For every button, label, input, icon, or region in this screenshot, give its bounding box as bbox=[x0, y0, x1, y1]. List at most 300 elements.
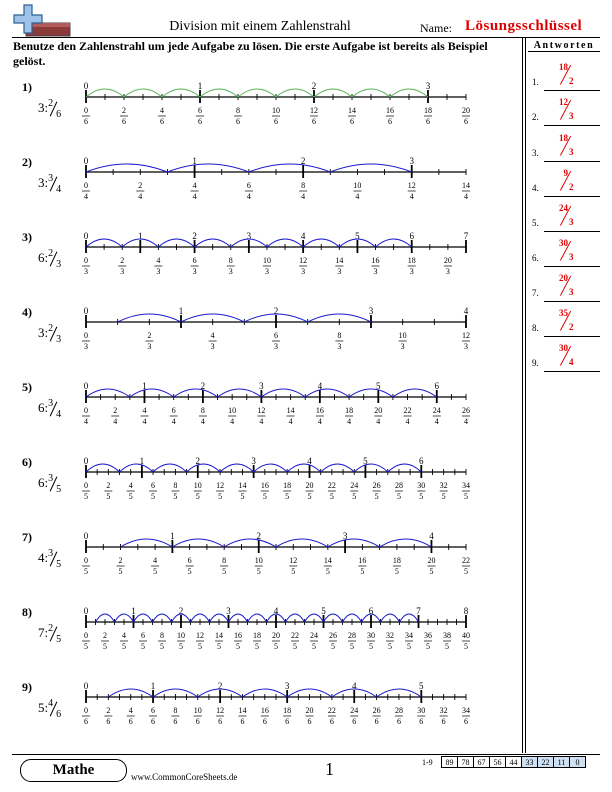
svg-text:30: 30 bbox=[417, 481, 426, 490]
fraction-tick-label bbox=[104, 481, 112, 501]
svg-text:0: 0 bbox=[84, 706, 88, 715]
fraction-tick-label bbox=[348, 106, 356, 126]
svg-text:6: 6 bbox=[274, 331, 278, 340]
hop-arc bbox=[328, 539, 380, 547]
answer-denominator: 3 bbox=[569, 217, 574, 227]
svg-text:6: 6 bbox=[187, 556, 192, 565]
answer-item bbox=[532, 343, 600, 373]
score-cell: 89 bbox=[442, 757, 458, 768]
answer-line bbox=[544, 336, 600, 337]
svg-text:4: 4 bbox=[230, 417, 235, 426]
svg-text:6: 6 bbox=[396, 717, 401, 726]
svg-text:4: 4 bbox=[409, 192, 414, 201]
whole-number-label: 2 bbox=[256, 531, 261, 541]
answer-item bbox=[532, 203, 600, 233]
answer-fraction bbox=[556, 273, 588, 301]
whole-number-label: 4 bbox=[307, 456, 312, 466]
svg-text:8: 8 bbox=[173, 481, 178, 490]
hop-arc bbox=[349, 389, 393, 397]
svg-text:34: 34 bbox=[462, 481, 470, 490]
svg-text:6: 6 bbox=[374, 717, 379, 726]
whole-number-label: 4 bbox=[317, 381, 323, 391]
fraction-tick-label bbox=[139, 631, 147, 651]
hop-arc bbox=[388, 464, 422, 472]
svg-text:6: 6 bbox=[464, 717, 468, 726]
fraction-tick-label bbox=[216, 706, 224, 726]
answer-numerator: 30 bbox=[559, 343, 568, 353]
divisor-denominator: 5 bbox=[56, 559, 62, 570]
fraction-tick-label bbox=[395, 481, 403, 501]
fraction-slash-icon bbox=[53, 251, 54, 267]
fraction-tick-label bbox=[220, 556, 228, 576]
answers-panel-divider bbox=[522, 37, 523, 753]
svg-text:5: 5 bbox=[352, 492, 357, 501]
svg-text:4: 4 bbox=[192, 181, 197, 190]
whole-number-label: 1 bbox=[150, 681, 156, 691]
svg-text:5: 5 bbox=[198, 642, 202, 651]
svg-text:6: 6 bbox=[236, 117, 240, 126]
svg-text:4: 4 bbox=[376, 417, 381, 426]
fraction-tick-label bbox=[372, 256, 380, 276]
whole-number-label: 1 bbox=[138, 231, 143, 241]
problem-8 bbox=[0, 605, 520, 675]
svg-text:6: 6 bbox=[151, 706, 156, 715]
score-cell: 22 bbox=[538, 757, 554, 768]
hop-arc bbox=[86, 164, 167, 172]
svg-text:14: 14 bbox=[286, 406, 295, 415]
svg-text:6: 6 bbox=[106, 717, 111, 726]
svg-text:12: 12 bbox=[216, 706, 225, 715]
fraction-tick-label bbox=[462, 631, 470, 651]
score-cell: 67 bbox=[474, 757, 490, 768]
svg-text:10: 10 bbox=[262, 256, 271, 265]
svg-text:2: 2 bbox=[147, 331, 152, 340]
svg-text:28: 28 bbox=[348, 631, 356, 640]
hop-arc bbox=[167, 164, 248, 172]
answer-numerator: 9 bbox=[563, 168, 568, 178]
whole-number-label: 5 bbox=[419, 681, 424, 691]
svg-text:8: 8 bbox=[222, 556, 227, 565]
divisor-denominator: 6 bbox=[56, 109, 62, 120]
fraction-tick-label bbox=[289, 556, 297, 576]
svg-text:6: 6 bbox=[160, 117, 164, 126]
hop-arc bbox=[305, 389, 349, 397]
answer-denominator: 2 bbox=[569, 322, 574, 332]
fraction-tick-label bbox=[216, 481, 224, 501]
svg-text:0: 0 bbox=[84, 181, 88, 190]
fraction-tick-label bbox=[444, 256, 452, 276]
hop-arc bbox=[121, 539, 173, 547]
hop-arc bbox=[224, 539, 276, 547]
fraction-slash-icon bbox=[53, 101, 54, 117]
svg-text:20: 20 bbox=[427, 556, 436, 565]
svg-text:18: 18 bbox=[283, 706, 292, 715]
fraction-tick-label bbox=[209, 331, 217, 351]
fraction-tick-label bbox=[424, 106, 432, 126]
number-line bbox=[0, 230, 520, 300]
fraction-tick-label bbox=[272, 631, 280, 651]
whole-number-label: 5 bbox=[355, 231, 360, 241]
whole-number-label: 2 bbox=[217, 681, 223, 691]
fraction-tick-label bbox=[234, 106, 242, 126]
svg-text:3: 3 bbox=[264, 267, 269, 276]
fraction-tick-label bbox=[145, 331, 153, 351]
svg-text:26: 26 bbox=[372, 706, 381, 715]
svg-text:20: 20 bbox=[272, 631, 280, 640]
fraction-tick-label bbox=[408, 256, 416, 276]
svg-text:10: 10 bbox=[193, 706, 202, 715]
problem-number: 4) bbox=[22, 305, 32, 319]
answer-item bbox=[532, 238, 600, 268]
fraction-tick-label bbox=[299, 181, 307, 201]
svg-text:24: 24 bbox=[350, 706, 359, 715]
fraction-tick-label bbox=[104, 706, 112, 726]
problem-expression: 7:$^2_5$ bbox=[38, 623, 62, 645]
fraction-tick-label bbox=[291, 631, 299, 651]
answer-item bbox=[532, 168, 600, 198]
fraction-tick-label bbox=[255, 556, 263, 576]
answer-item bbox=[532, 62, 600, 92]
svg-text:3: 3 bbox=[84, 267, 88, 276]
fraction-tick-label bbox=[417, 481, 425, 501]
whole-number-label: 2 bbox=[273, 306, 279, 316]
svg-text:8: 8 bbox=[160, 631, 164, 640]
svg-text:3: 3 bbox=[400, 342, 405, 351]
svg-text:5: 5 bbox=[407, 642, 411, 651]
fraction-tick-label bbox=[127, 481, 135, 501]
answer-line bbox=[544, 161, 600, 162]
svg-text:5: 5 bbox=[388, 642, 392, 651]
problem-5 bbox=[0, 380, 520, 450]
svg-text:4: 4 bbox=[84, 417, 88, 426]
site-url[interactable]: www.CommonCoreSheets.de bbox=[131, 772, 238, 782]
svg-text:6: 6 bbox=[352, 717, 357, 726]
answer-fraction bbox=[556, 203, 588, 231]
whole-number-label: 1 bbox=[178, 306, 184, 316]
fraction-tick-label bbox=[373, 481, 381, 501]
header-divider bbox=[12, 37, 600, 38]
svg-text:5: 5 bbox=[262, 492, 267, 501]
svg-text:5: 5 bbox=[153, 567, 158, 576]
divisor-denominator: 5 bbox=[56, 634, 62, 645]
answer-item bbox=[532, 97, 600, 127]
answer-item bbox=[532, 273, 600, 303]
answer-denominator: 3 bbox=[569, 252, 574, 262]
whole-number-label: 5 bbox=[376, 381, 381, 391]
svg-text:4: 4 bbox=[192, 192, 197, 201]
svg-text:22: 22 bbox=[327, 706, 336, 715]
svg-text:16: 16 bbox=[260, 481, 269, 490]
svg-text:16: 16 bbox=[386, 106, 394, 115]
fraction-tick-label bbox=[158, 631, 166, 651]
svg-text:10: 10 bbox=[398, 331, 407, 340]
fraction-tick-label bbox=[120, 106, 128, 126]
fraction-tick-label bbox=[158, 106, 166, 126]
answer-numerator: 18 bbox=[559, 133, 568, 143]
svg-text:18: 18 bbox=[253, 631, 261, 640]
svg-text:16: 16 bbox=[315, 406, 324, 415]
svg-text:38: 38 bbox=[443, 631, 451, 640]
svg-text:5: 5 bbox=[160, 642, 164, 651]
svg-text:6: 6 bbox=[198, 106, 202, 115]
hop-arc bbox=[174, 389, 218, 397]
fraction-tick-label bbox=[101, 631, 109, 651]
answer-fraction bbox=[556, 308, 588, 336]
fraction-tick-label bbox=[324, 556, 332, 576]
svg-text:34: 34 bbox=[405, 631, 413, 640]
answer-denominator: 4 bbox=[569, 357, 574, 367]
score-cell: 33 bbox=[522, 757, 538, 768]
svg-text:0: 0 bbox=[84, 631, 88, 640]
svg-text:8: 8 bbox=[301, 181, 306, 190]
svg-text:14: 14 bbox=[238, 706, 247, 715]
svg-text:6: 6 bbox=[388, 117, 392, 126]
svg-text:18: 18 bbox=[392, 556, 401, 565]
svg-text:3: 3 bbox=[337, 342, 342, 351]
svg-text:30: 30 bbox=[367, 631, 375, 640]
fraction-tick-label bbox=[228, 406, 236, 426]
problem-expression: 6:$^3_5$ bbox=[38, 473, 62, 495]
dividend: 4 bbox=[38, 550, 45, 565]
fraction-tick-label bbox=[462, 406, 470, 426]
answer-number: 3. bbox=[532, 148, 539, 158]
answer-denominator: 2 bbox=[569, 182, 574, 192]
hop-arc bbox=[287, 464, 321, 472]
score-table bbox=[441, 756, 586, 768]
svg-text:6: 6 bbox=[195, 717, 200, 726]
whole-number-label: 2 bbox=[178, 606, 184, 616]
hop-arc bbox=[321, 464, 355, 472]
svg-text:12: 12 bbox=[462, 331, 470, 340]
answer-number: 6. bbox=[532, 253, 539, 263]
fraction-tick-label bbox=[118, 256, 126, 276]
svg-text:4: 4 bbox=[113, 417, 118, 426]
svg-text:20: 20 bbox=[462, 106, 470, 115]
svg-text:5: 5 bbox=[84, 642, 88, 651]
svg-text:5: 5 bbox=[255, 642, 259, 651]
fraction-tick-label bbox=[328, 481, 336, 501]
svg-text:5: 5 bbox=[396, 492, 401, 501]
svg-text:5: 5 bbox=[429, 567, 434, 576]
problem-7 bbox=[0, 530, 520, 600]
answer-item bbox=[532, 308, 600, 338]
svg-text:6: 6 bbox=[350, 117, 354, 126]
whole-number-label: 6 bbox=[434, 381, 440, 391]
number-line bbox=[0, 680, 520, 750]
fraction-tick-label bbox=[316, 406, 324, 426]
svg-text:22: 22 bbox=[403, 406, 412, 415]
svg-text:4: 4 bbox=[160, 106, 164, 115]
answer-fraction bbox=[556, 343, 588, 371]
whole-number-label: 1 bbox=[170, 531, 175, 541]
fraction-tick-label bbox=[82, 106, 90, 126]
problem-number: 6) bbox=[22, 455, 32, 469]
footer-divider bbox=[12, 754, 600, 755]
svg-text:30: 30 bbox=[417, 706, 426, 715]
fraction-tick-label bbox=[306, 481, 314, 501]
svg-text:3: 3 bbox=[301, 267, 306, 276]
svg-text:4: 4 bbox=[128, 706, 133, 715]
fraction-slash-icon bbox=[53, 326, 54, 342]
svg-text:22: 22 bbox=[462, 556, 470, 565]
svg-text:2: 2 bbox=[113, 406, 118, 415]
svg-text:0: 0 bbox=[84, 106, 88, 115]
svg-text:4: 4 bbox=[288, 417, 293, 426]
fraction-tick-label bbox=[253, 631, 261, 651]
svg-text:5: 5 bbox=[179, 642, 183, 651]
fraction-tick-label bbox=[140, 406, 148, 426]
hop-arc bbox=[254, 464, 288, 472]
whole-number-label: 4 bbox=[300, 231, 306, 241]
hop-arc bbox=[249, 164, 330, 172]
score-cell: 78 bbox=[458, 757, 474, 768]
svg-text:3: 3 bbox=[409, 267, 414, 276]
answer-denominator: 2 bbox=[569, 76, 574, 86]
fraction-tick-label bbox=[433, 406, 441, 426]
answer-numerator: 30 bbox=[559, 238, 568, 248]
answer-number: 1. bbox=[532, 77, 539, 87]
fraction-tick-label bbox=[238, 481, 246, 501]
svg-text:8: 8 bbox=[173, 706, 178, 715]
fraction-tick-label bbox=[404, 406, 412, 426]
hop-arc bbox=[187, 464, 221, 472]
svg-text:6: 6 bbox=[198, 117, 202, 126]
fraction-tick-label bbox=[117, 556, 125, 576]
fraction-tick-label bbox=[149, 481, 157, 501]
svg-text:6: 6 bbox=[441, 717, 446, 726]
svg-text:5: 5 bbox=[426, 642, 430, 651]
divisor-numerator: 3 bbox=[48, 398, 54, 409]
whole-number-label: 3 bbox=[284, 681, 290, 691]
svg-text:6: 6 bbox=[171, 406, 176, 415]
answer-line bbox=[544, 125, 600, 126]
svg-text:5: 5 bbox=[118, 567, 123, 576]
svg-text:10: 10 bbox=[228, 406, 237, 415]
svg-text:3: 3 bbox=[120, 267, 125, 276]
svg-text:22: 22 bbox=[327, 481, 336, 490]
svg-text:12: 12 bbox=[310, 106, 318, 115]
fraction-tick-label bbox=[199, 406, 207, 426]
svg-text:0: 0 bbox=[84, 406, 88, 415]
problem-3 bbox=[0, 230, 520, 300]
hop-arc bbox=[380, 539, 432, 547]
svg-text:12: 12 bbox=[257, 406, 266, 415]
hop-arc bbox=[130, 389, 174, 397]
fraction-tick-label bbox=[367, 631, 375, 651]
svg-text:14: 14 bbox=[335, 256, 344, 265]
svg-text:6: 6 bbox=[307, 717, 312, 726]
svg-text:4: 4 bbox=[200, 417, 205, 426]
whole-number-label: 0 bbox=[83, 231, 89, 241]
fraction-tick-label bbox=[186, 556, 194, 576]
fraction-tick-label bbox=[120, 631, 128, 651]
hop-arc bbox=[153, 464, 187, 472]
fraction-tick-label bbox=[299, 256, 307, 276]
answer-line bbox=[544, 371, 600, 372]
whole-number-label: 3 bbox=[342, 531, 348, 541]
fraction-tick-label bbox=[335, 256, 343, 276]
dividend: 6 bbox=[38, 475, 45, 490]
number-line bbox=[0, 305, 520, 375]
fraction-tick-label bbox=[234, 631, 242, 651]
fraction-slash-icon bbox=[53, 626, 54, 642]
svg-text:2: 2 bbox=[138, 181, 143, 190]
svg-text:14: 14 bbox=[215, 631, 223, 640]
svg-text:4: 4 bbox=[464, 192, 468, 201]
answer-line bbox=[544, 301, 600, 302]
svg-text:4: 4 bbox=[128, 481, 133, 490]
page-title: Division mit einem Zahlenstrahl bbox=[169, 19, 351, 34]
svg-text:3: 3 bbox=[210, 342, 215, 351]
fraction-tick-label bbox=[191, 256, 199, 276]
svg-text:5: 5 bbox=[329, 492, 334, 501]
problem-expression: 3:$^2_3$ bbox=[38, 323, 62, 345]
number-line bbox=[0, 455, 520, 525]
number-line bbox=[0, 80, 520, 150]
svg-text:5: 5 bbox=[195, 492, 200, 501]
dividend: 7 bbox=[38, 625, 45, 640]
whole-number-label: 6 bbox=[368, 606, 374, 616]
fraction-tick-label bbox=[358, 556, 366, 576]
svg-text:16: 16 bbox=[234, 631, 242, 640]
svg-text:4: 4 bbox=[259, 417, 264, 426]
fraction-tick-label bbox=[462, 706, 470, 726]
hop-arc bbox=[172, 539, 224, 547]
svg-text:5: 5 bbox=[464, 567, 468, 576]
problem-expression: 6:$^3_4$ bbox=[38, 398, 62, 420]
problem-expression: 3:$^3_4$ bbox=[38, 173, 62, 195]
answers-panel-divider bbox=[525, 37, 526, 753]
svg-text:5: 5 bbox=[419, 492, 424, 501]
svg-text:6: 6 bbox=[312, 117, 316, 126]
fraction-tick-label bbox=[374, 406, 382, 426]
fraction-tick-label bbox=[335, 331, 343, 351]
divisor-numerator: 4 bbox=[48, 698, 54, 709]
svg-text:5: 5 bbox=[222, 567, 227, 576]
svg-text:5: 5 bbox=[122, 642, 126, 651]
whole-number-label: 0 bbox=[83, 381, 89, 391]
fraction-tick-label bbox=[82, 181, 90, 201]
fraction-slash-icon bbox=[53, 701, 54, 717]
fraction-tick-label bbox=[136, 181, 144, 201]
divisor-numerator: 3 bbox=[48, 548, 54, 559]
svg-text:4: 4 bbox=[355, 192, 360, 201]
svg-text:5: 5 bbox=[217, 642, 221, 651]
svg-text:3: 3 bbox=[192, 267, 197, 276]
svg-text:26: 26 bbox=[372, 481, 381, 490]
svg-text:6: 6 bbox=[84, 117, 88, 126]
dividend: 3 bbox=[38, 175, 45, 190]
fraction-tick-label bbox=[462, 331, 470, 351]
svg-text:12: 12 bbox=[196, 631, 204, 640]
fraction-slash-icon bbox=[53, 176, 54, 192]
hop-arc bbox=[86, 464, 120, 472]
fraction-tick-label bbox=[154, 256, 162, 276]
whole-number-label: 1 bbox=[142, 381, 147, 391]
answer-line bbox=[544, 196, 600, 197]
svg-text:6: 6 bbox=[329, 717, 334, 726]
fraction-tick-label bbox=[462, 481, 470, 501]
svg-text:2: 2 bbox=[103, 631, 107, 640]
hop-arc bbox=[220, 464, 254, 472]
subject-badge: Mathe bbox=[20, 759, 127, 782]
divisor-numerator: 2 bbox=[48, 248, 54, 259]
divisor-numerator: 3 bbox=[48, 173, 54, 184]
whole-number-label: 5 bbox=[321, 606, 326, 616]
svg-text:10: 10 bbox=[353, 181, 362, 190]
svg-text:4: 4 bbox=[246, 192, 251, 201]
problem-number: 2) bbox=[22, 155, 32, 169]
